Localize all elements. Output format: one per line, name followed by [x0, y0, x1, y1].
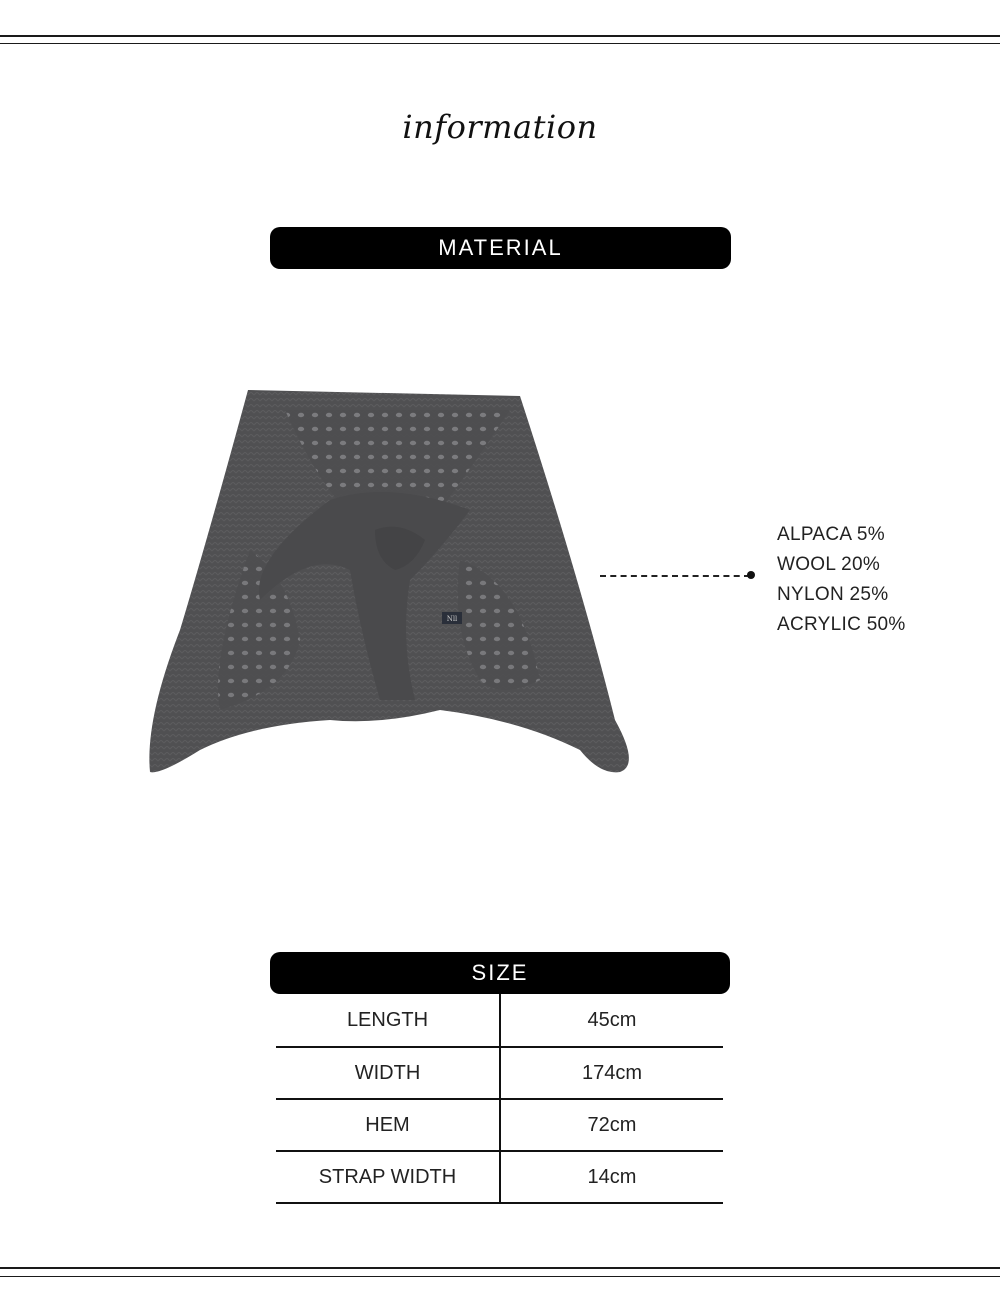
size-label: HEM — [276, 1099, 500, 1151]
size-label: LENGTH — [276, 994, 500, 1047]
brand-tag-text: Nll — [446, 615, 458, 623]
table-row — [276, 994, 723, 1047]
material-leader-dot — [747, 571, 755, 579]
size-value: 174cm — [500, 1047, 723, 1099]
composition-item: ALPACA 5% — [777, 524, 885, 545]
size-heading: SIZE — [471, 960, 529, 985]
size-value: 14cm — [500, 1151, 723, 1203]
material-heading-badge — [270, 227, 731, 269]
composition-item: ACRYLIC 50% — [777, 614, 906, 635]
top-border-line — [0, 35, 1000, 37]
composition-item: NYLON 25% — [777, 584, 889, 605]
table-row — [276, 1047, 723, 1099]
material-composition-list — [777, 520, 906, 640]
top-border-line-thin — [0, 43, 1000, 44]
page-title: information — [402, 108, 598, 146]
size-value: 45cm — [500, 994, 723, 1047]
size-value: 72cm — [500, 1099, 723, 1151]
knit-shawl-image — [140, 380, 660, 790]
material-leader-line — [600, 575, 750, 577]
table-row — [276, 1151, 723, 1203]
size-heading-badge — [270, 952, 730, 994]
size-label: STRAP WIDTH — [276, 1151, 500, 1203]
bottom-border-line — [0, 1267, 1000, 1269]
material-heading: MATERIAL — [438, 235, 563, 260]
bottom-border-line-thin — [0, 1276, 1000, 1277]
size-label: WIDTH — [276, 1047, 500, 1099]
composition-item: WOOL 20% — [777, 554, 881, 575]
table-row — [276, 1099, 723, 1151]
size-table — [276, 994, 723, 1204]
